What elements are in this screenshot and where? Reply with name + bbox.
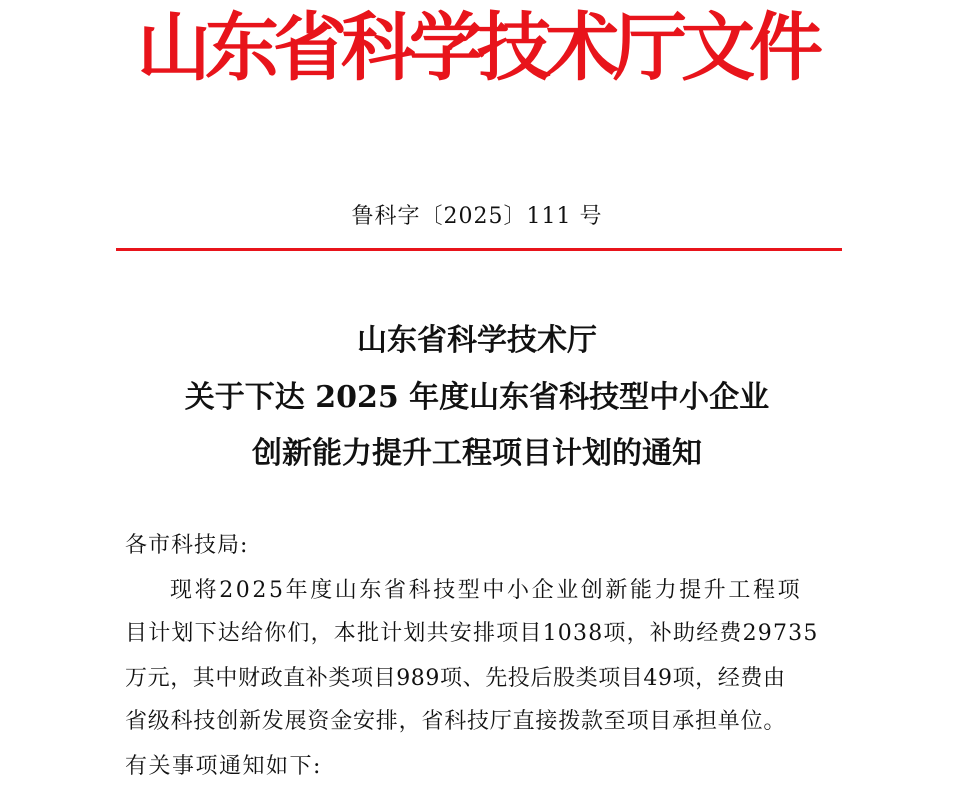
body-line-2: 目计划下达给你们，本批计划共安排项目1038项，补助经费29735 [125,621,819,646]
notice-title-line-3: 创新能力提升工程项目计划的通知 [252,436,702,471]
notice-title-line-2: 关于下达 2025 年度山东省科技型中小企业 [184,380,770,415]
body-line-3: 万元，其中财政直补类项目989项、先投后股类项目49项，经费由 [125,666,786,691]
masthead-title: 山东省科学技术厅文件 [137,5,817,91]
body-line-1: 现将2025年度山东省科技型中小企业创新能力提升工程项 [170,578,803,603]
red-divider-line [116,248,842,251]
body-line-4: 省级科技创新发展资金安排，省科技厅直接拨款至项目承担单位。 [125,709,787,734]
salutation: 各市科技局: [125,533,249,558]
document-number: 鲁科字〔2025〕111 号 [351,204,603,229]
body-line-5: 有关事项通知如下: [125,754,322,779]
notice-title-line-1: 山东省科学技术厅 [357,323,597,358]
